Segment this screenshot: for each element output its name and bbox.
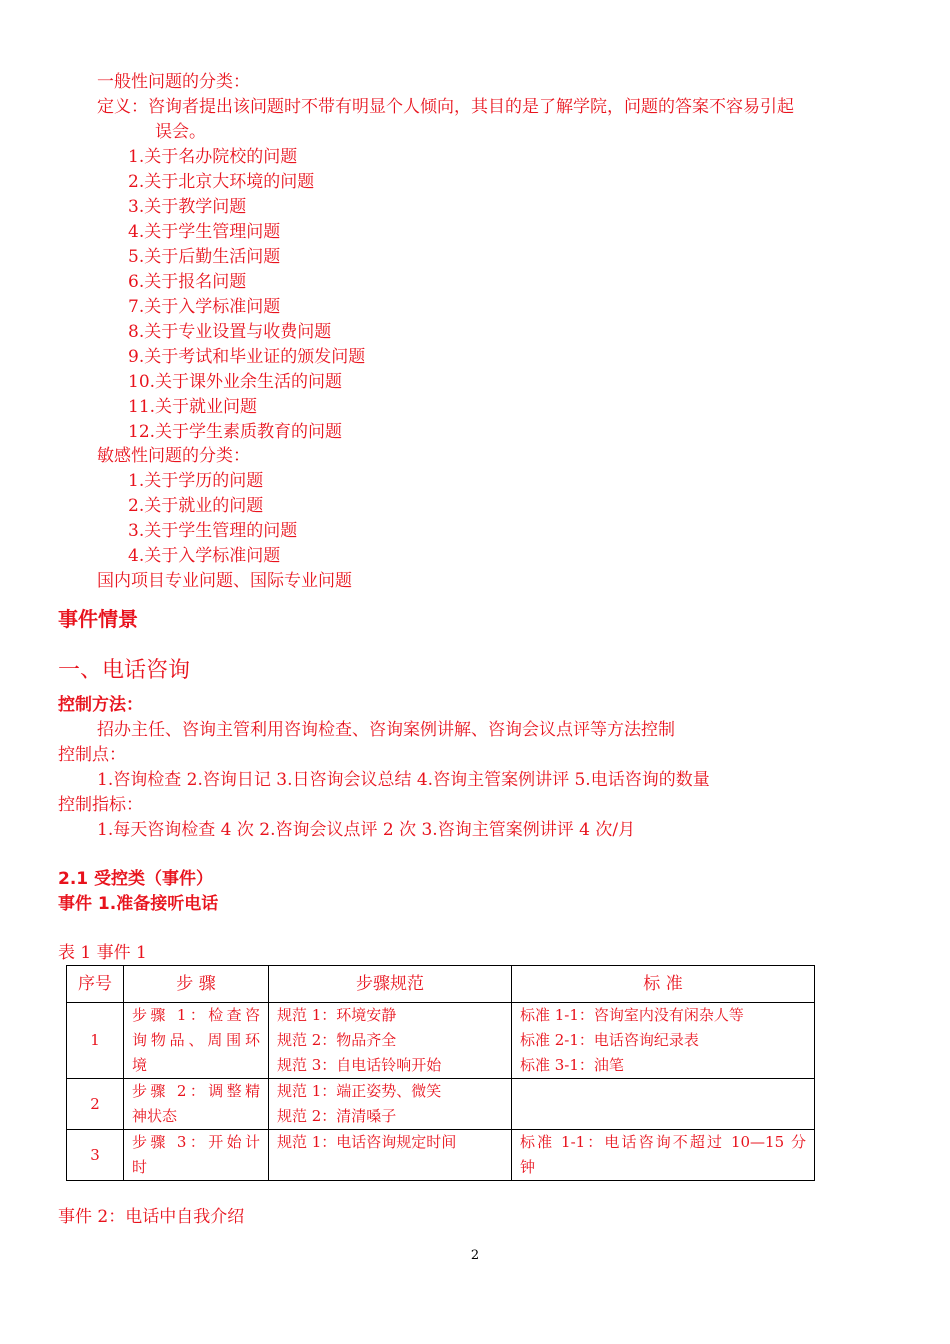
spec-line: 规范 1：环境安静 (277, 1006, 397, 1024)
step-cell (124, 1003, 269, 1079)
step-cell (124, 1079, 269, 1130)
general-item: 4.关于学生管理问题 (128, 222, 281, 242)
row-number: 1 (67, 1003, 124, 1079)
general-item: 8.关于专业设置与收费问题 (128, 322, 332, 342)
general-heading: 一般性问题的分类： (97, 72, 250, 92)
sensitive-extra: 国内项目专业问题、国际专业问题 (97, 571, 352, 591)
sensitive-item: 3.关于学生管理的问题 (128, 521, 298, 541)
spec-line: 规范 1：端正姿势、微笑 (277, 1082, 442, 1100)
sensitive-item: 2.关于就业的问题 (128, 496, 264, 516)
general-item: 10.关于课外业余生活的问题 (128, 372, 343, 392)
event1-title: 事件 1.准备接听电话 (58, 894, 219, 914)
event-table (66, 965, 815, 1181)
standard-cell (512, 1079, 815, 1130)
general-item: 6.关于报名问题 (128, 272, 247, 292)
col-header-standard: 标 准 (512, 966, 815, 1003)
spec-cell (269, 1079, 512, 1130)
row-number: 2 (67, 1079, 124, 1130)
standard-line: 标准 1-1：电话咨询不超过 10—15 分 (520, 1133, 806, 1151)
sensitive-item: 1.关于学历的问题 (128, 471, 264, 491)
definition-line-cont: 误会。 (155, 122, 206, 142)
col-header-spec: 步骤规范 (269, 966, 512, 1003)
table-row (67, 1130, 815, 1181)
general-item: 1.关于名办院校的问题 (128, 147, 298, 167)
section-title: 2.1 受控类（事件） (58, 869, 214, 889)
step-line: 境 (132, 1056, 148, 1074)
table-row (67, 1003, 815, 1079)
general-item: 2.关于北京大环境的问题 (128, 172, 315, 192)
standard-line: 钟 (520, 1158, 536, 1176)
col-header-no: 序号 (67, 966, 124, 1003)
spec-line: 规范 3：自电话铃响开始 (277, 1056, 442, 1074)
table-header-row (67, 966, 815, 1003)
control-points-label: 控制点： (58, 745, 126, 765)
step-cell (124, 1130, 269, 1181)
event2-title: 事件 2：电话中自我介绍 (58, 1207, 245, 1227)
control-points-text: 1.咨询检查 2.咨询日记 3.日咨询会议总结 4.咨询主管案例讲评 5.电话咨询的数量 (97, 770, 710, 790)
page-number: 2 (470, 1248, 480, 1263)
table-row (67, 1079, 815, 1130)
row-number: 3 (67, 1130, 124, 1181)
table-caption: 表 1 事件 1 (58, 943, 147, 963)
standard-line: 标准 2-1：电话咨询纪录表 (520, 1031, 699, 1049)
step-line: 神状态 (132, 1107, 178, 1125)
general-item: 5.关于后勤生活问题 (128, 247, 281, 267)
step-line: 时 (132, 1158, 148, 1176)
standard-line: 标准 3-1：油笔 (520, 1056, 624, 1074)
general-item: 11.关于就业问题 (128, 397, 258, 417)
col-header-step: 步 骤 (124, 966, 269, 1003)
standard-line: 标准 1-1：咨询室内没有闲杂人等 (520, 1006, 744, 1024)
sensitive-heading: 敏感性问题的分类： (97, 446, 250, 466)
control-indicator-text: 1.每天咨询检查 4 次 2.咨询会议点评 2 次 3.咨询主管案例讲评 4 次/月 (97, 820, 636, 840)
control-method-text: 招办主任、咨询主管利用咨询检查、咨询案例讲解、咨询会议点评等方法控制 (97, 720, 675, 740)
scene-title: 事件情景 (58, 607, 138, 631)
spec-cell (269, 1130, 512, 1181)
general-item: 7.关于入学标准问题 (128, 297, 281, 317)
general-item: 9.关于考试和毕业证的颁发问题 (128, 347, 366, 367)
step-line: 步骤 1：检查咨 (132, 1006, 260, 1024)
definition-line: 定义：咨询者提出该问题时不带有明显个人倾向，其目的是了解学院，问题的答案不容易引起 (97, 97, 794, 117)
standard-cell (512, 1003, 815, 1079)
standard-cell (512, 1130, 815, 1181)
sensitive-item: 4.关于入学标准问题 (128, 546, 281, 566)
spec-line: 规范 2：清清嗓子 (277, 1107, 397, 1125)
control-indicator-label: 控制指标： (58, 795, 143, 815)
step-line: 询物品、周围环 (132, 1031, 260, 1049)
spec-line: 规范 1：电话咨询规定时间 (277, 1133, 457, 1151)
phone-title: 一、电话咨询 (58, 658, 191, 683)
spec-cell (269, 1003, 512, 1079)
step-line: 步骤 3：开始计 (132, 1133, 260, 1151)
step-line: 步骤 2：调整精 (132, 1082, 260, 1100)
control-method-label: 控制方法： (58, 695, 143, 715)
spec-line: 规范 2：物品齐全 (277, 1031, 397, 1049)
general-item: 12.关于学生素质教育的问题 (128, 422, 343, 442)
general-item: 3.关于教学问题 (128, 197, 247, 217)
